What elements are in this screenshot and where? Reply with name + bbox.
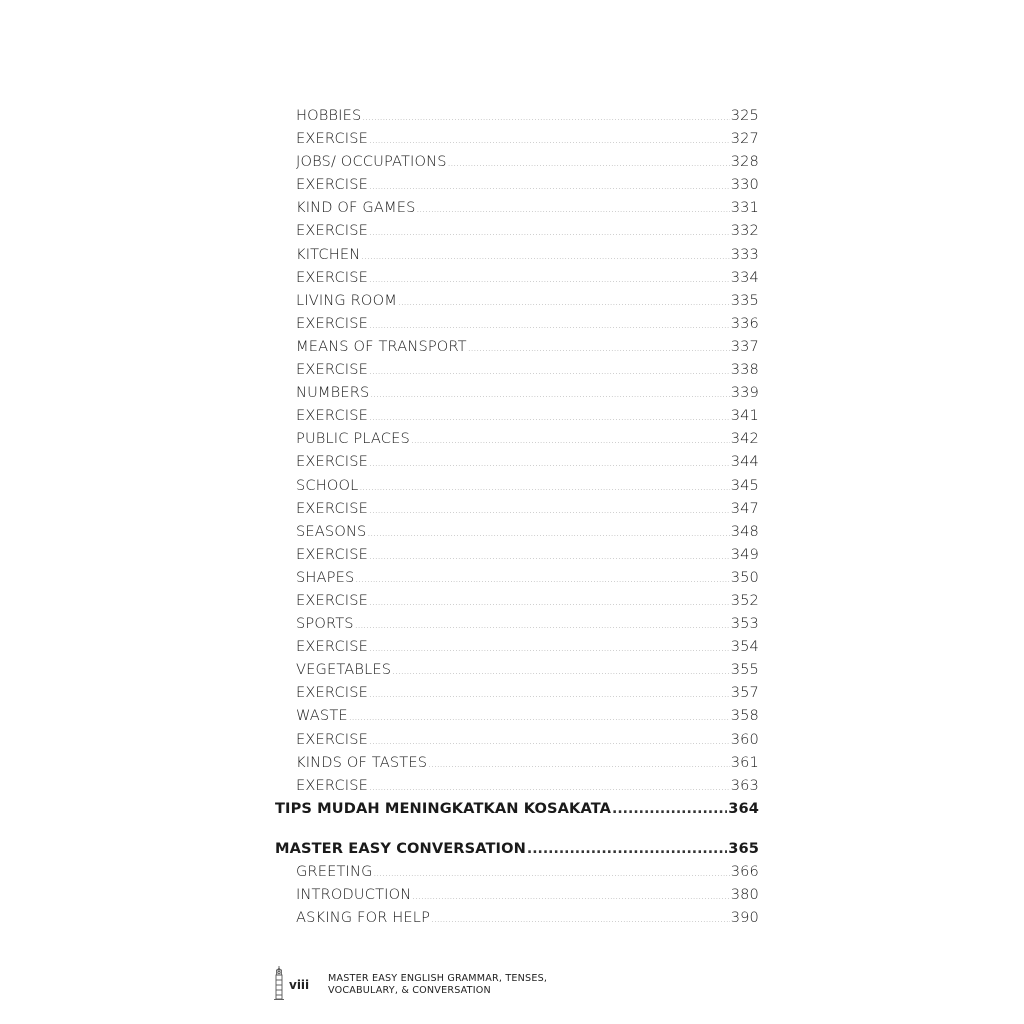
toc-entry[interactable] — [275, 289, 759, 312]
toc-entry-label: EXERCISE — [296, 222, 369, 240]
toc-entry-label: EXERCISE — [296, 730, 369, 748]
toc-entry-page: 330 — [730, 176, 759, 194]
toc-entry-label: EXERCISE — [296, 638, 369, 656]
toc-entry-page: 358 — [730, 707, 759, 725]
toc-entry[interactable] — [275, 589, 759, 612]
leader-dots — [369, 222, 730, 245]
toc-entry-page: 328 — [730, 153, 759, 171]
toc-entry-page: 349 — [730, 545, 759, 563]
page-number: viii — [289, 978, 310, 992]
toc-entry[interactable] — [275, 427, 759, 450]
leader-dots — [369, 592, 730, 615]
toc-entry-label: VEGETABLES — [296, 661, 392, 679]
leader-dots — [369, 407, 730, 430]
leader-dots — [349, 707, 730, 730]
leader-dots — [367, 523, 729, 546]
toc-entry-page: 337 — [730, 337, 759, 355]
toc-entry-label: KINDS OF TASTES — [296, 753, 428, 771]
leader-dots — [362, 107, 729, 130]
toc-entry[interactable] — [275, 381, 759, 404]
leader-dots — [431, 909, 730, 932]
leader-dots — [412, 886, 729, 909]
toc-entry[interactable] — [275, 704, 759, 727]
toc-entry-label: ASKING FOR HELP — [296, 909, 431, 927]
leader-dots — [359, 477, 729, 500]
toc-entry-page: 345 — [730, 476, 759, 494]
toc-entry[interactable] — [275, 751, 759, 774]
toc-entry-page: 335 — [730, 291, 759, 309]
leader-dots — [612, 798, 727, 821]
toc-entry-label: EXERCISE — [296, 361, 369, 379]
toc-entry-label: EXERCISE — [296, 130, 369, 148]
toc-entry[interactable] — [275, 312, 759, 335]
tower-icon — [272, 965, 286, 1001]
toc-entry-label: INTRODUCTION — [296, 886, 412, 904]
leader-dots — [355, 615, 730, 638]
leader-dots — [468, 338, 730, 361]
toc-entry-page: 338 — [730, 361, 759, 379]
toc-entry-page: 355 — [730, 661, 759, 679]
toc-entry-page: 336 — [730, 314, 759, 332]
leader-dots — [448, 153, 730, 176]
toc-entry[interactable] — [275, 474, 759, 497]
toc-entry-label: EXERCISE — [296, 314, 369, 332]
toc-entry-label: EXERCISE — [296, 407, 369, 425]
toc-entry[interactable] — [275, 860, 759, 883]
leader-dots — [374, 863, 730, 886]
leader-dots — [417, 199, 730, 222]
toc-entry-label: SCHOOL — [296, 476, 359, 494]
toc-entry-page: 341 — [730, 407, 759, 425]
toc-entry[interactable] — [275, 635, 759, 658]
toc-entry-page: 327 — [730, 130, 759, 148]
toc-entry-page: 344 — [730, 453, 759, 471]
leader-dots — [370, 384, 729, 407]
toc-entry-page: 342 — [730, 430, 759, 448]
leader-dots — [369, 176, 730, 199]
toc-entry-page: 354 — [730, 638, 759, 656]
leader-dots — [369, 546, 730, 569]
running-title-line-1: MASTER EASY ENGLISH GRAMMAR, TENSES, — [328, 973, 548, 984]
toc-entry-label: EXERCISE — [296, 499, 369, 517]
toc-entry-page: 348 — [730, 522, 759, 540]
toc-entry-label: HOBBIES — [296, 107, 362, 124]
toc-chapter[interactable] — [275, 797, 759, 820]
toc-entry[interactable] — [275, 219, 759, 242]
toc-entry-label: EXERCISE — [296, 776, 369, 794]
leader-dots — [428, 754, 730, 777]
toc-entry[interactable] — [275, 127, 759, 150]
toc-entry[interactable] — [275, 543, 759, 566]
toc-entry[interactable] — [275, 173, 759, 196]
toc-entry[interactable] — [275, 358, 759, 381]
running-title — [328, 973, 547, 997]
toc-entry[interactable] — [275, 520, 759, 543]
toc-entry-page: 357 — [730, 684, 759, 702]
toc-entry-page: 332 — [730, 222, 759, 240]
toc-entry-label: EXERCISE — [296, 268, 369, 286]
toc-entry-page: 347 — [730, 499, 759, 517]
leader-dots — [369, 500, 730, 523]
toc-entry[interactable] — [275, 150, 759, 173]
toc-entry-label: PUBLIC PLACES — [296, 430, 410, 448]
toc-entry[interactable] — [275, 335, 759, 358]
toc-entry[interactable] — [275, 566, 759, 589]
page-footer — [272, 965, 572, 1001]
toc-entry[interactable] — [275, 658, 759, 681]
toc-chapter-label: TIPS MUDAH MENINGKATKAN KOSAKATA — [275, 799, 612, 817]
leader-dots — [369, 638, 730, 661]
toc-entry[interactable] — [275, 196, 759, 219]
toc-entry-page: 331 — [730, 199, 759, 217]
toc-entry-label: WASTE — [296, 707, 348, 725]
leader-dots — [369, 453, 730, 476]
toc-entry-label: KITCHEN — [296, 245, 361, 263]
toc-entry-page: 353 — [730, 615, 759, 633]
toc-entry-label: KIND OF GAMES — [296, 199, 416, 217]
toc-entry-label: EXERCISE — [296, 545, 369, 563]
toc-entry[interactable] — [275, 612, 759, 635]
toc-entry[interactable] — [275, 883, 759, 906]
toc-entry-label: EXERCISE — [296, 453, 369, 471]
toc-entry-page: 361 — [730, 753, 759, 771]
leader-dots — [361, 246, 729, 269]
toc-entry-label: GREETING — [296, 863, 373, 880]
toc-entry-page: 390 — [730, 909, 759, 927]
toc-entry-label: LIVING ROOM — [296, 291, 397, 309]
toc-chapter-page: 365 — [728, 839, 759, 857]
toc-entry-page: 350 — [730, 568, 759, 586]
leader-dots — [398, 292, 730, 315]
toc-entry[interactable] — [275, 906, 759, 929]
leader-dots — [527, 838, 727, 861]
toc-entry-page: 366 — [730, 863, 759, 880]
toc-entry[interactable] — [275, 243, 759, 266]
toc-entry[interactable] — [275, 266, 759, 289]
toc-entry[interactable] — [275, 450, 759, 473]
toc-chapter-page: 364 — [728, 799, 759, 817]
toc-entry-label: EXERCISE — [296, 176, 369, 194]
toc-entry-page: 339 — [730, 384, 759, 402]
toc-entry[interactable] — [275, 404, 759, 427]
toc-entry-label: SHAPES — [296, 568, 355, 586]
toc-entry[interactable] — [275, 728, 759, 751]
toc-entry-label: NUMBERS — [296, 384, 370, 402]
toc-entry-label: JOBS/ OCCUPATIONS — [296, 153, 447, 171]
toc-chapter[interactable] — [275, 837, 759, 860]
running-title-line-2: VOCABULARY, & CONVERSATION — [328, 985, 491, 996]
leader-dots — [369, 361, 730, 384]
toc-entry-page: 360 — [730, 730, 759, 748]
toc-entry-page: 363 — [730, 776, 759, 794]
toc-entry[interactable] — [275, 497, 759, 520]
toc-entry-label: EXERCISE — [296, 591, 369, 609]
toc-entry[interactable] — [275, 104, 759, 127]
leader-dots — [369, 269, 730, 292]
leader-dots — [392, 661, 730, 684]
toc-entry-page: 352 — [730, 591, 759, 609]
toc-entry-label: SPORTS — [296, 615, 354, 633]
toc-entry-page: 334 — [730, 268, 759, 286]
toc-entry-page: 325 — [730, 107, 759, 124]
toc-entry-label: EXERCISE — [296, 684, 369, 702]
leader-dots — [369, 684, 730, 707]
toc-entry-label: MEANS OF TRANSPORT — [296, 337, 467, 355]
leader-dots — [355, 569, 729, 592]
toc-chapter-label: MASTER EASY CONVERSATION — [275, 839, 526, 857]
table-of-contents — [275, 104, 759, 929]
toc-entry-page: 380 — [730, 886, 759, 904]
toc-entry[interactable] — [275, 681, 759, 704]
toc-entry-page: 333 — [730, 245, 759, 263]
toc-entry-label: SEASONS — [296, 522, 367, 540]
leader-dots — [411, 430, 730, 453]
toc-entry[interactable] — [275, 774, 759, 797]
